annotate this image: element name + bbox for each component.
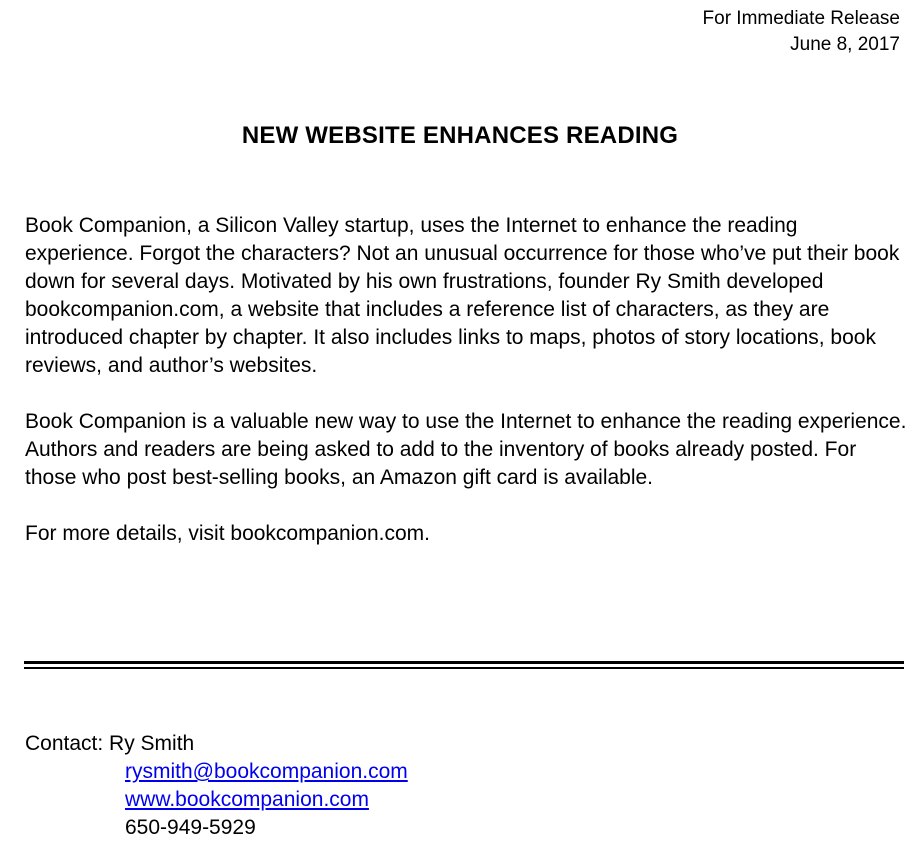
headline: NEW WEBSITE ENHANCES READING [241,122,679,149]
release-label: For Immediate Release [702,8,900,29]
contact-label: Contact: Ry Smith [25,732,195,755]
paragraph-details: For more details, visit bookcompanion.com. [25,522,430,545]
contact-phone: 650-949-5929 [125,816,256,839]
divider-bottom [24,667,904,669]
contact-email-link[interactable]: rysmith@bookcompanion.com [125,760,408,783]
release-block [703,6,900,58]
press-release-body [25,212,910,576]
paragraph-value: Book Companion is a valuable new way to use the Internet to enhance the reading experience. Authors and readers are being asked to add to the inventory of books already posted. For those who post best-selling books, an Amazon gift card is available. [25,410,907,489]
divider-top [24,661,904,664]
contact-block [25,730,408,842]
contact-website-link[interactable]: www.bookcompanion.com [125,788,369,811]
paragraph-intro: Book Companion, a Silicon Valley startup, uses the Internet to enhance the reading experience. Forgot the characters? Not an unusual occurrence for those who’ve put their book down for several days. Motivated by his own frustrations, founder Ry Smith developed bookcompanion.com, a website that includes a reference list of characters, as they are introduced chapter by chapter. It also includes links to maps, photos of story locations, book reviews, and author’s websites. [25,214,900,377]
contact-website-row [25,786,408,814]
release-date: June 8, 2017 [790,34,900,55]
contact-email-row [25,758,408,786]
